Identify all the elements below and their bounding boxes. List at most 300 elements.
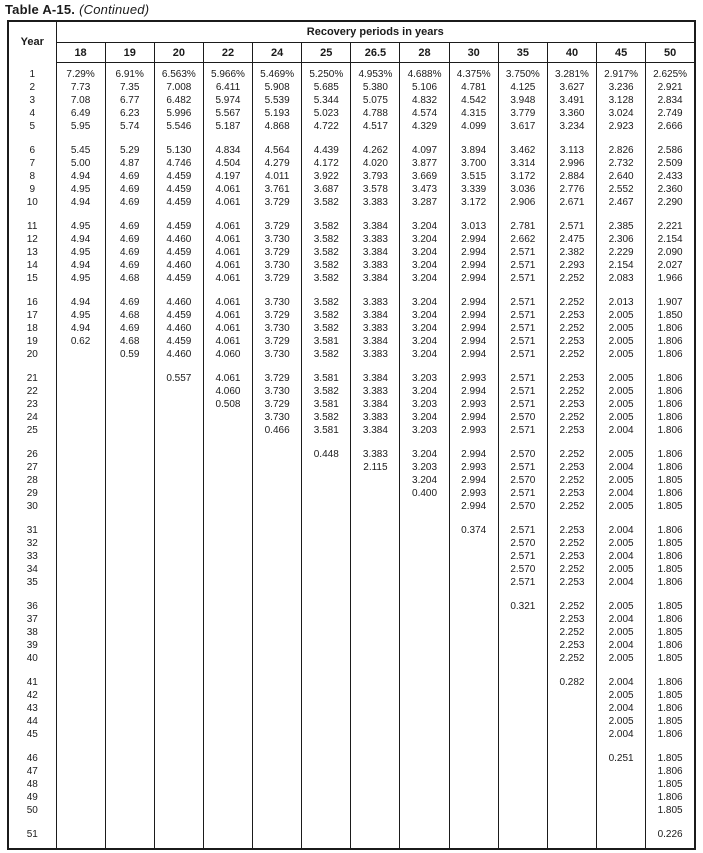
value-cell — [56, 285, 105, 296]
value-cell — [351, 285, 400, 296]
value-cell: 4.68 — [105, 309, 154, 322]
value-cell: 3.687 — [302, 183, 351, 196]
value-cell — [253, 665, 302, 676]
value-cell: 0.374 — [449, 524, 498, 537]
value-cell — [203, 728, 252, 741]
year-cell: 9 — [29, 184, 36, 195]
value-cell — [400, 361, 449, 372]
value-cell — [351, 715, 400, 728]
value-cell — [351, 576, 400, 589]
value-cell — [203, 741, 252, 752]
value-cell: 3.384 — [351, 272, 400, 285]
value-cell: 4.459 — [154, 246, 203, 259]
value-cell — [56, 715, 105, 728]
value-cell — [253, 676, 302, 689]
period-column-header: 30 — [449, 43, 498, 63]
value-cell: 2.993 — [449, 424, 498, 437]
value-cell — [253, 550, 302, 563]
value-cell — [351, 513, 400, 524]
value-cell — [154, 537, 203, 550]
value-cell: 2.005 — [597, 385, 646, 398]
year-cell: 45 — [26, 729, 38, 740]
year-cell: 32 — [26, 538, 38, 549]
value-cell — [154, 728, 203, 741]
value-cell — [253, 524, 302, 537]
table-row-year-18 — [8, 322, 695, 335]
value-cell — [154, 385, 203, 398]
year-cell — [8, 589, 56, 600]
year-cell: 1 — [29, 69, 36, 80]
table-row-year-14 — [8, 259, 695, 272]
value-cell — [498, 676, 547, 689]
value-cell — [56, 411, 105, 424]
value-cell — [400, 652, 449, 665]
value-cell — [105, 448, 154, 461]
value-cell — [351, 689, 400, 702]
value-cell — [203, 437, 252, 448]
period-column-header: 19 — [105, 43, 154, 63]
value-cell: 2.570 — [498, 474, 547, 487]
value-cell — [449, 841, 498, 849]
value-cell: 0.321 — [498, 600, 547, 613]
value-cell: 2.570 — [498, 537, 547, 550]
value-cell — [56, 372, 105, 385]
value-cell: 3.204 — [400, 348, 449, 361]
value-cell — [203, 626, 252, 639]
value-cell: 4.060 — [203, 385, 252, 398]
value-cell — [154, 133, 203, 144]
value-cell — [154, 804, 203, 817]
value-cell: 3.779 — [498, 107, 547, 120]
value-cell — [105, 411, 154, 424]
table-row-year-37 — [8, 613, 695, 626]
value-cell — [302, 563, 351, 576]
value-cell: 2.083 — [597, 272, 646, 285]
value-cell: 4.061 — [203, 246, 252, 259]
value-cell: 3.581 — [302, 424, 351, 437]
table-row-year-49 — [8, 791, 695, 804]
value-cell: 4.459 — [154, 170, 203, 183]
value-cell — [597, 817, 646, 828]
value-cell — [105, 676, 154, 689]
value-cell: 3.729 — [253, 272, 302, 285]
value-cell: 4.061 — [203, 272, 252, 285]
value-cell: 2.994 — [449, 309, 498, 322]
value-cell: 4.279 — [253, 157, 302, 170]
value-cell: 4.95 — [56, 309, 105, 322]
value-cell: 2.994 — [449, 474, 498, 487]
value-cell: 2.509 — [646, 157, 695, 170]
value-cell: 3.793 — [351, 170, 400, 183]
value-cell — [154, 778, 203, 791]
period-column-header: 45 — [597, 43, 646, 63]
value-cell — [253, 448, 302, 461]
year-cell: 6 — [29, 145, 36, 156]
value-cell: 2.252 — [547, 537, 596, 550]
value-cell — [302, 209, 351, 220]
year-cell: 26 — [26, 449, 38, 460]
value-cell — [203, 500, 252, 513]
year-cell: 4 — [29, 108, 36, 119]
value-cell: 3.204 — [400, 448, 449, 461]
value-cell: 1.805 — [646, 715, 695, 728]
value-cell: 2.571 — [498, 259, 547, 272]
value-cell — [56, 563, 105, 576]
value-cell — [56, 765, 105, 778]
value-cell: 1.806 — [646, 765, 695, 778]
value-cell — [56, 841, 105, 849]
value-cell: 2.252 — [547, 348, 596, 361]
value-cell: 3.491 — [547, 94, 596, 107]
value-cell — [154, 689, 203, 702]
value-cell: 2.570 — [498, 500, 547, 513]
value-cell — [400, 550, 449, 563]
value-cell: 5.966% — [203, 68, 252, 81]
value-cell — [351, 778, 400, 791]
value-cell — [400, 778, 449, 791]
value-cell — [302, 461, 351, 474]
table-row-year-39 — [8, 639, 695, 652]
value-cell — [56, 817, 105, 828]
value-cell — [302, 285, 351, 296]
value-cell: 4.459 — [154, 309, 203, 322]
period-column-header: 28 — [400, 43, 449, 63]
value-cell — [400, 676, 449, 689]
value-cell — [203, 689, 252, 702]
value-cell — [547, 702, 596, 715]
value-cell: 4.94 — [56, 259, 105, 272]
value-cell — [498, 639, 547, 652]
year-cell: 20 — [26, 349, 38, 360]
value-cell: 2.571 — [498, 398, 547, 411]
value-cell — [449, 702, 498, 715]
value-cell: 4.94 — [56, 170, 105, 183]
value-cell: 3.204 — [400, 309, 449, 322]
value-cell — [302, 589, 351, 600]
periods-header-row — [8, 43, 695, 63]
value-cell: 2.994 — [449, 385, 498, 398]
value-cell: 4.097 — [400, 144, 449, 157]
period-column-header: 40 — [547, 43, 596, 63]
value-cell — [351, 752, 400, 765]
value-cell — [105, 550, 154, 563]
year-cell — [8, 665, 56, 676]
value-cell: 2.005 — [597, 398, 646, 411]
value-cell: 3.024 — [597, 107, 646, 120]
value-cell: 3.203 — [400, 398, 449, 411]
value-cell: 3.384 — [351, 398, 400, 411]
value-cell — [203, 765, 252, 778]
value-cell — [253, 804, 302, 817]
table-row-year-41 — [8, 676, 695, 689]
value-cell — [302, 576, 351, 589]
value-cell — [498, 665, 547, 676]
value-cell: 5.685 — [302, 81, 351, 94]
table-row-year-6 — [8, 144, 695, 157]
value-cell — [449, 600, 498, 613]
value-cell — [203, 841, 252, 849]
value-cell — [154, 285, 203, 296]
value-cell: 4.953% — [351, 68, 400, 81]
value-cell — [105, 817, 154, 828]
value-cell: 4.69 — [105, 170, 154, 183]
value-cell: 2.252 — [547, 296, 596, 309]
period-column-header: 25 — [302, 43, 351, 63]
value-cell — [253, 563, 302, 576]
value-cell: 2.749 — [646, 107, 695, 120]
value-cell: 4.69 — [105, 220, 154, 233]
table-row-year-7 — [8, 157, 695, 170]
value-cell — [56, 500, 105, 513]
value-cell — [56, 385, 105, 398]
value-cell: 4.460 — [154, 322, 203, 335]
value-cell: 2.994 — [449, 272, 498, 285]
value-cell: 3.234 — [547, 120, 596, 133]
value-cell: 2.252 — [547, 474, 596, 487]
year-cell: 12 — [26, 234, 38, 245]
value-cell — [449, 361, 498, 372]
value-cell — [400, 841, 449, 849]
value-cell — [449, 652, 498, 665]
value-cell: 1.805 — [646, 626, 695, 639]
value-cell — [400, 741, 449, 752]
value-cell: 2.571 — [498, 487, 547, 500]
value-cell — [203, 828, 252, 841]
value-cell — [498, 828, 547, 841]
value-cell: 4.574 — [400, 107, 449, 120]
value-cell — [351, 702, 400, 715]
table-row-year-42 — [8, 689, 695, 702]
value-cell — [449, 689, 498, 702]
header-row-top — [8, 21, 695, 43]
value-cell — [253, 828, 302, 841]
value-cell — [400, 209, 449, 220]
table-row-year-23 — [8, 398, 695, 411]
value-cell: 4.061 — [203, 259, 252, 272]
year-cell: 51 — [26, 829, 38, 840]
period-column-header: 20 — [154, 43, 203, 63]
year-cell — [8, 209, 56, 220]
value-cell — [56, 728, 105, 741]
value-cell — [253, 702, 302, 715]
value-cell — [302, 550, 351, 563]
value-cell — [400, 728, 449, 741]
year-cell: 34 — [26, 564, 38, 575]
value-cell — [105, 652, 154, 665]
table-row-year-30 — [8, 500, 695, 513]
value-cell: 2.005 — [597, 474, 646, 487]
value-cell — [105, 689, 154, 702]
value-cell: 3.582 — [302, 233, 351, 246]
value-cell: 2.571 — [498, 550, 547, 563]
year-cell — [8, 513, 56, 524]
value-cell — [253, 589, 302, 600]
value-cell: 2.906 — [498, 196, 547, 209]
value-cell — [449, 828, 498, 841]
value-cell: 2.921 — [646, 81, 695, 94]
group-gap-row — [8, 513, 695, 524]
year-cell: 42 — [26, 690, 38, 701]
value-cell — [498, 791, 547, 804]
value-cell — [105, 385, 154, 398]
value-cell: 2.994 — [449, 259, 498, 272]
value-cell: 3.729 — [253, 246, 302, 259]
value-cell — [449, 563, 498, 576]
value-cell: 3.384 — [351, 424, 400, 437]
value-cell: 2.306 — [597, 233, 646, 246]
value-cell: 4.460 — [154, 233, 203, 246]
value-cell: 7.73 — [56, 81, 105, 94]
value-cell: 2.571 — [498, 524, 547, 537]
value-cell: 2.005 — [597, 372, 646, 385]
value-cell — [302, 676, 351, 689]
value-cell — [498, 626, 547, 639]
value-cell: 4.95 — [56, 272, 105, 285]
value-cell — [203, 576, 252, 589]
recovery-periods-header: Recovery periods in years — [56, 21, 695, 43]
value-cell — [302, 487, 351, 500]
value-cell: 4.459 — [154, 272, 203, 285]
value-cell — [498, 752, 547, 765]
table-row-year-50 — [8, 804, 695, 817]
value-cell — [400, 639, 449, 652]
value-cell: 0.508 — [203, 398, 252, 411]
value-cell: 2.571 — [547, 220, 596, 233]
value-cell — [105, 778, 154, 791]
value-cell — [56, 348, 105, 361]
year-cell: 27 — [26, 462, 38, 473]
value-cell: 1.806 — [646, 524, 695, 537]
value-cell — [597, 665, 646, 676]
value-cell — [154, 600, 203, 613]
value-cell: 3.383 — [351, 322, 400, 335]
value-cell — [56, 778, 105, 791]
value-cell — [547, 133, 596, 144]
value-cell — [449, 752, 498, 765]
value-cell: 5.567 — [203, 107, 252, 120]
value-cell: 2.253 — [547, 424, 596, 437]
value-cell — [105, 537, 154, 550]
value-cell: 1.806 — [646, 728, 695, 741]
value-cell — [400, 563, 449, 576]
value-cell — [105, 398, 154, 411]
value-cell — [302, 702, 351, 715]
value-cell — [498, 765, 547, 778]
value-cell: 2.996 — [547, 157, 596, 170]
value-cell — [105, 576, 154, 589]
value-cell — [154, 474, 203, 487]
value-cell: 3.473 — [400, 183, 449, 196]
value-cell — [253, 285, 302, 296]
value-cell — [351, 728, 400, 741]
value-cell: 3.383 — [351, 385, 400, 398]
value-cell: 2.994 — [449, 296, 498, 309]
value-cell: 3.204 — [400, 474, 449, 487]
value-cell — [154, 765, 203, 778]
value-cell: 3.582 — [302, 272, 351, 285]
value-cell: 3.730 — [253, 259, 302, 272]
value-cell: 2.154 — [646, 233, 695, 246]
value-cell — [56, 133, 105, 144]
value-cell: 3.582 — [302, 196, 351, 209]
table-row-year-11 — [8, 220, 695, 233]
value-cell — [400, 524, 449, 537]
value-cell — [105, 437, 154, 448]
value-cell — [105, 752, 154, 765]
table-row-year-2 — [8, 81, 695, 94]
value-cell — [400, 817, 449, 828]
value-cell: 3.582 — [302, 385, 351, 398]
value-cell: 3.894 — [449, 144, 498, 157]
value-cell — [302, 791, 351, 804]
value-cell: 1.806 — [646, 448, 695, 461]
value-cell: 3.203 — [400, 461, 449, 474]
value-cell: 2.290 — [646, 196, 695, 209]
value-cell: 3.627 — [547, 81, 596, 94]
value-cell: 3.730 — [253, 385, 302, 398]
year-cell: 47 — [26, 766, 38, 777]
value-cell: 4.011 — [253, 170, 302, 183]
value-cell: 2.571 — [498, 348, 547, 361]
value-cell: 1.805 — [646, 778, 695, 791]
value-cell: 3.204 — [400, 233, 449, 246]
value-cell: 6.411 — [203, 81, 252, 94]
value-cell — [400, 613, 449, 626]
value-cell — [646, 741, 695, 752]
value-cell: 2.252 — [547, 563, 596, 576]
value-cell — [547, 589, 596, 600]
value-cell — [154, 817, 203, 828]
value-cell: 3.582 — [302, 246, 351, 259]
value-cell: 4.832 — [400, 94, 449, 107]
value-cell: 1.806 — [646, 385, 695, 398]
value-cell — [449, 817, 498, 828]
value-cell — [105, 613, 154, 626]
value-cell — [351, 741, 400, 752]
value-cell — [498, 778, 547, 791]
value-cell — [400, 828, 449, 841]
value-cell — [302, 639, 351, 652]
value-cell: 2.781 — [498, 220, 547, 233]
value-cell: 2.994 — [449, 335, 498, 348]
value-cell: 3.617 — [498, 120, 547, 133]
value-cell — [449, 804, 498, 817]
value-cell: 3.729 — [253, 335, 302, 348]
value-cell: 3.113 — [547, 144, 596, 157]
value-cell — [597, 791, 646, 804]
value-cell: 2.005 — [597, 600, 646, 613]
value-cell — [449, 133, 498, 144]
table-title-continued: (Continued) — [79, 2, 150, 17]
value-cell: 3.287 — [400, 196, 449, 209]
year-cell — [8, 437, 56, 448]
value-cell — [154, 791, 203, 804]
value-cell — [351, 133, 400, 144]
value-cell: 1.806 — [646, 411, 695, 424]
value-cell — [105, 500, 154, 513]
value-cell: 2.993 — [449, 487, 498, 500]
value-cell: 3.204 — [400, 322, 449, 335]
value-cell: 0.400 — [400, 487, 449, 500]
value-cell: 2.252 — [547, 448, 596, 461]
value-cell — [56, 513, 105, 524]
value-cell — [154, 437, 203, 448]
value-cell: 3.700 — [449, 157, 498, 170]
value-cell — [154, 461, 203, 474]
value-cell: 4.69 — [105, 259, 154, 272]
value-cell: 4.061 — [203, 220, 252, 233]
value-cell — [203, 600, 252, 613]
